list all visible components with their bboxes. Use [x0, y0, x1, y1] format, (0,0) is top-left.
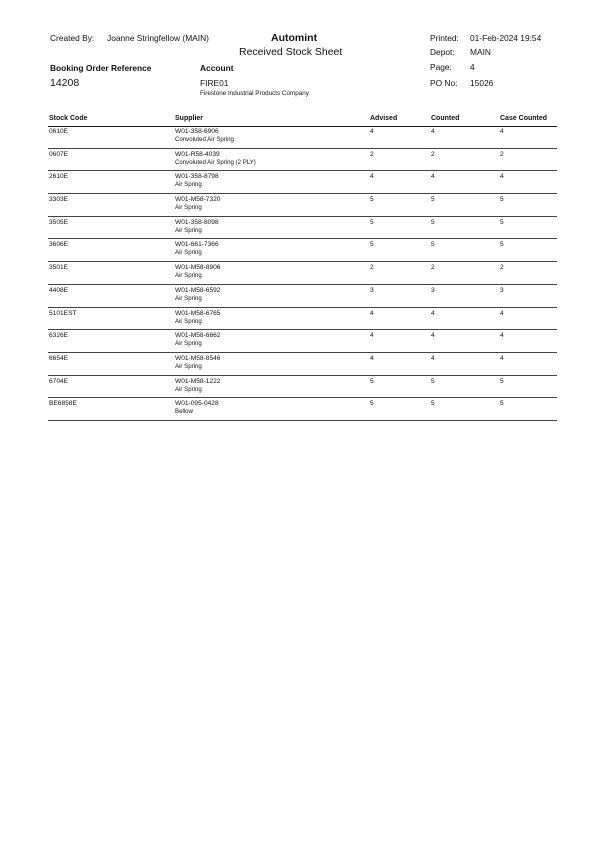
case-counted-cell: 4 — [500, 354, 504, 362]
stock-code-cell: 2610E — [49, 173, 69, 181]
advised-cell: 5 — [370, 400, 374, 408]
table-row — [48, 239, 557, 262]
booking-ref-value: 14208 — [50, 77, 80, 89]
case-counted-cell: 4 — [500, 309, 504, 317]
supplier-cell: W01-M58-7320 — [175, 196, 221, 204]
supplier-cell: W01-358-6906 — [175, 128, 219, 135]
case-counted-cell: 3 — [500, 286, 504, 294]
account-name: Firestone Industrial Products Company. — [200, 90, 311, 97]
case-counted-cell: 5 — [500, 196, 504, 204]
counted-cell: 4 — [431, 128, 435, 135]
created-by-value: Joanne Stringfellow (MAIN) — [107, 33, 209, 43]
po-value: 15026 — [470, 78, 494, 88]
description-cell: Air Spring — [175, 204, 202, 212]
stock-code-cell: 5101EST — [49, 309, 77, 317]
col-advised: Advised — [370, 115, 398, 122]
case-counted-cell: 5 — [500, 377, 504, 385]
printed-label: Printed: — [430, 33, 459, 43]
stock-code-cell: 0607E — [49, 150, 69, 158]
table-row — [48, 398, 557, 421]
counted-cell: 4 — [431, 173, 435, 181]
counted-cell: 2 — [431, 150, 435, 158]
table-row — [48, 149, 557, 172]
supplier-cell: W01-358-8798 — [175, 173, 219, 181]
stock-code-cell: 3501E — [49, 264, 69, 272]
advised-cell: 4 — [370, 128, 374, 135]
description-cell: Air Spring — [175, 340, 202, 348]
advised-cell: 4 — [370, 173, 374, 181]
table-row — [48, 171, 557, 194]
description-cell: Air Spring — [175, 272, 202, 280]
depot-value: MAIN — [470, 47, 491, 57]
case-counted-cell: 5 — [500, 241, 504, 249]
counted-cell: 5 — [431, 196, 435, 204]
supplier-cell: W01-M58-8906 — [175, 264, 221, 272]
case-counted-cell: 4 — [500, 128, 504, 135]
case-counted-cell: 5 — [500, 218, 504, 226]
stock-code-cell: 3606E — [49, 241, 69, 249]
description-cell: Air Spring — [175, 181, 202, 189]
col-counted: Counted — [431, 115, 460, 122]
supplier-cell: W01-M58-1222 — [175, 377, 221, 385]
supplier-cell: W01-M58-6592 — [175, 286, 221, 294]
advised-cell: 4 — [370, 354, 374, 362]
advised-cell: 3 — [370, 286, 374, 294]
table-row — [48, 262, 557, 285]
stock-code-cell: 6704E — [49, 377, 69, 385]
counted-cell: 5 — [431, 377, 435, 385]
company-name: Automint — [271, 32, 318, 44]
advised-cell: 5 — [370, 218, 374, 226]
supplier-cell: W01-R58-4039 — [175, 150, 220, 158]
account-code: FIRE01 — [200, 78, 229, 88]
table-row — [48, 194, 557, 217]
booking-ref-label: Booking Order Reference — [50, 63, 152, 73]
description-cell: Air Spring — [175, 362, 202, 370]
table-row — [48, 376, 557, 399]
advised-cell: 5 — [370, 377, 374, 385]
description-cell: Air Spring — [175, 226, 202, 234]
supplier-cell: W01-358-8098 — [175, 218, 219, 226]
stock-code-cell: 6654E — [49, 354, 69, 362]
counted-cell: 3 — [431, 286, 435, 294]
table-row — [48, 126, 557, 149]
case-counted-cell: 2 — [500, 264, 504, 272]
stock-code-cell: 3505E — [49, 218, 69, 226]
stock-code-cell: 3303E — [49, 196, 69, 204]
supplier-cell: W01-M58-8546 — [175, 354, 221, 362]
supplier-cell: W01-M58-6662 — [175, 332, 221, 340]
advised-cell: 2 — [370, 264, 374, 272]
advised-cell: 5 — [370, 196, 374, 204]
counted-cell: 5 — [431, 241, 435, 249]
description-cell: Air Spring — [175, 317, 202, 325]
advised-cell: 4 — [370, 309, 374, 317]
case-counted-cell: 2 — [500, 150, 504, 158]
stock-code-cell: 6326E — [49, 332, 69, 340]
printed-value: 01-Feb-2024 19:54 — [470, 33, 542, 43]
description-cell: Air Spring — [175, 249, 202, 257]
description-cell: Air Spring — [175, 294, 202, 302]
description-cell: Convoluted Air Spring (2 PLY) — [175, 158, 256, 166]
counted-cell: 4 — [431, 354, 435, 362]
supplier-cell: W01-M58-6765 — [175, 309, 221, 317]
stock-code-cell: 4408E — [49, 286, 69, 294]
table-row — [48, 285, 557, 308]
col-supplier: Supplier — [175, 115, 204, 122]
counted-cell: 5 — [431, 218, 435, 226]
stock-code-cell: BE6858E — [49, 400, 77, 408]
counted-cell: 5 — [431, 400, 435, 408]
case-counted-cell: 5 — [500, 400, 504, 408]
table-row — [48, 217, 557, 240]
table-body — [48, 126, 557, 421]
description-cell: Convoluted Air Spring — [175, 136, 234, 143]
table-row — [48, 330, 557, 353]
table-row — [48, 308, 557, 331]
col-case-counted: Case Counted — [500, 115, 548, 122]
description-cell: Air Spring — [175, 385, 202, 393]
advised-cell: 4 — [370, 332, 374, 340]
page-value: 4 — [470, 62, 475, 72]
description-cell: Bellow — [175, 408, 193, 416]
case-counted-cell: 4 — [500, 332, 504, 340]
col-stock-code: Stock Code — [49, 115, 88, 122]
stock-code-cell: 0610E — [49, 128, 69, 135]
page-label: Page: — [430, 62, 452, 72]
account-label: Account — [200, 63, 234, 73]
advised-cell: 5 — [370, 241, 374, 249]
case-counted-cell: 4 — [500, 173, 504, 181]
advised-cell: 2 — [370, 150, 374, 158]
sheet-title: Received Stock Sheet — [239, 46, 343, 58]
counted-cell: 4 — [431, 309, 435, 317]
supplier-cell: W01-095-0428 — [175, 400, 219, 408]
counted-cell: 4 — [431, 332, 435, 340]
po-label: PO No: — [430, 78, 458, 88]
counted-cell: 2 — [431, 264, 435, 272]
created-by-label: Created By: — [50, 33, 95, 43]
table-row — [48, 353, 557, 376]
depot-label: Depot: — [430, 47, 455, 57]
supplier-cell: W01-661-7366 — [175, 241, 219, 249]
